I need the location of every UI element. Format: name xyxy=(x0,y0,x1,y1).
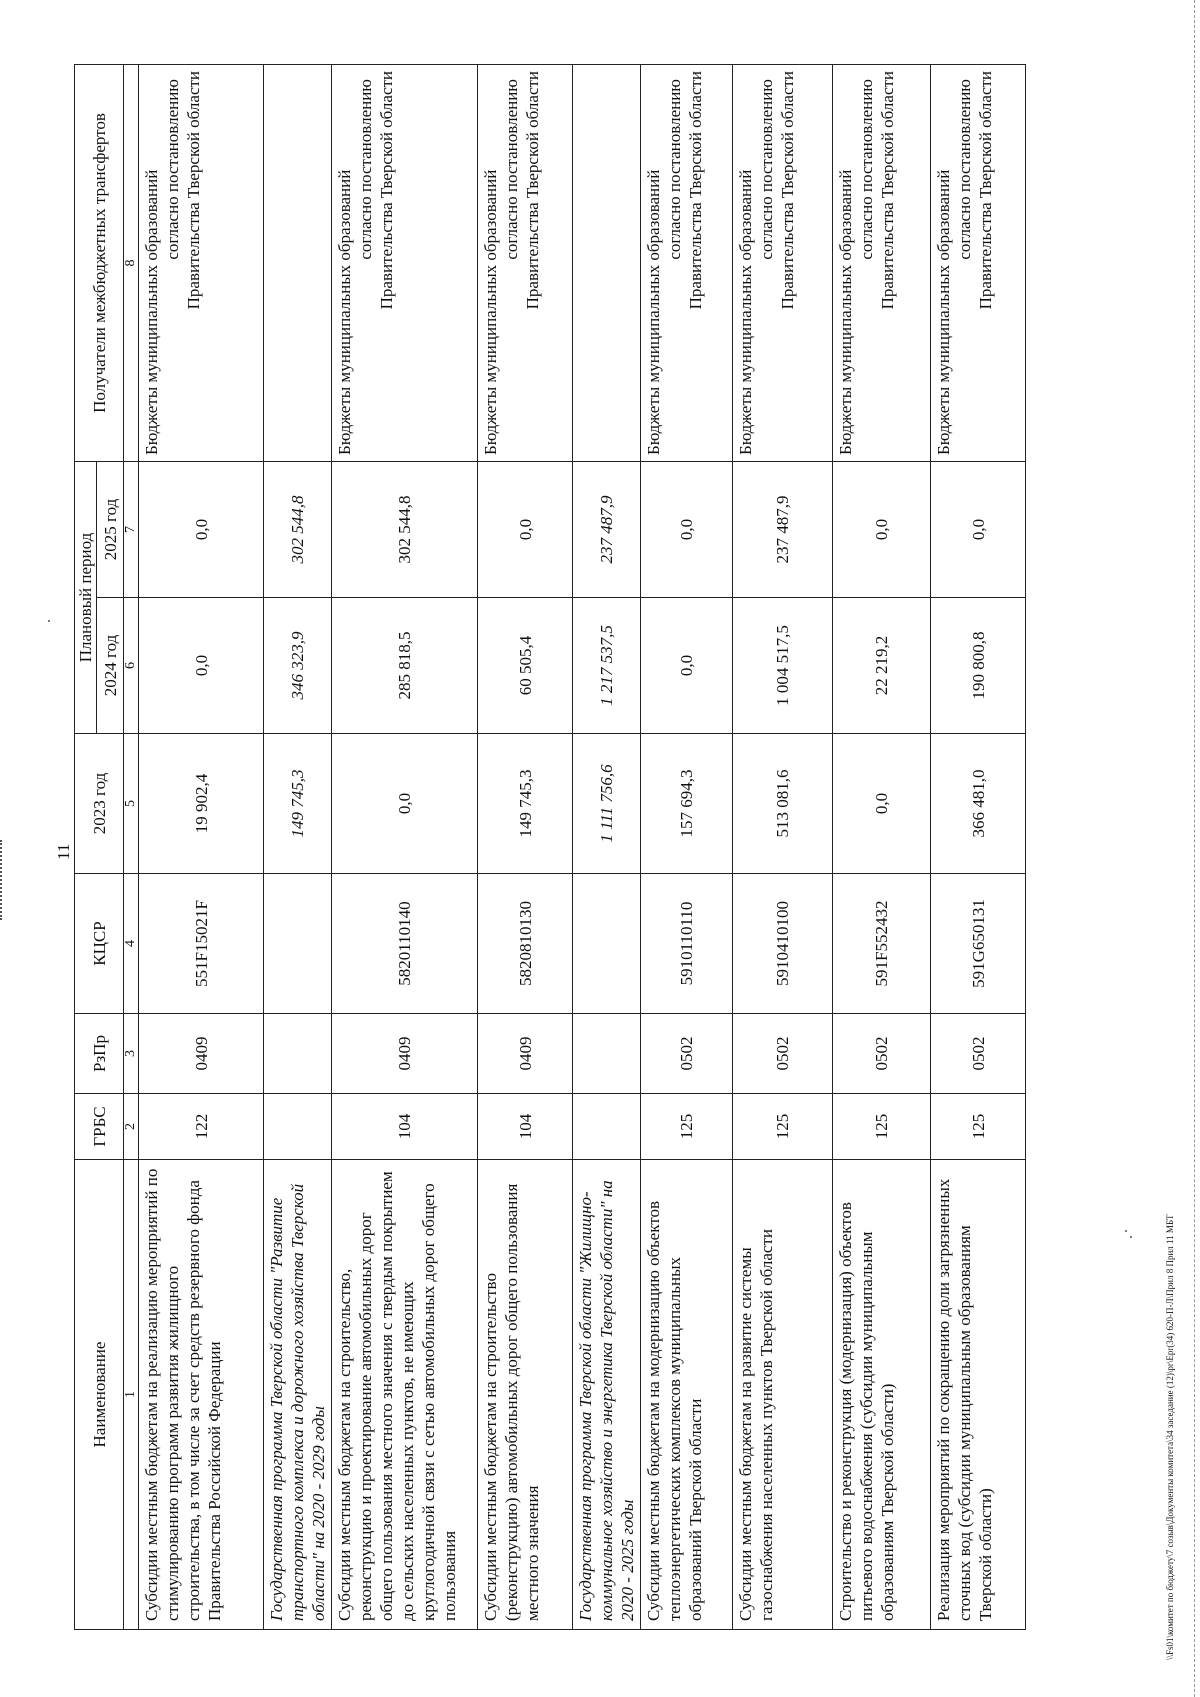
row-grbs: 125 xyxy=(641,1094,733,1160)
row-2024: 1 217 537,5 xyxy=(573,598,641,734)
row-grbs: 125 xyxy=(833,1094,931,1160)
row-name: Субсидии местным бюджетам на развитие системы газоснабжения населенных пунктов Тверской области xyxy=(733,1160,833,1630)
transfers-table xyxy=(74,64,1026,1630)
recipient-line: согласно постановлению xyxy=(665,78,684,260)
row-rzpr: 0502 xyxy=(833,1014,931,1094)
header-2024: 2024 год xyxy=(97,598,124,734)
recipient-line: согласно постановлению xyxy=(955,78,974,260)
row-kcsr: 591G650131 xyxy=(931,874,1026,1014)
row-name: Государственная программа Тверской области "Жилищно-коммунальное хозяйство и энергетика Тверской области" на 2020 - 2025 годы xyxy=(573,1160,641,1630)
row-2025: 0,0 xyxy=(833,461,931,597)
row-2024: 285 818,5 xyxy=(332,598,478,734)
row-recipient xyxy=(478,64,573,461)
recipient-line: Правительства Тверской области xyxy=(377,70,396,310)
row-kcsr: 5910410100 xyxy=(733,874,833,1014)
row-name: Реализация мероприятий по сокращению доли загрязненных сточных вод (субсидии муниципальным образованиям Тверской области) xyxy=(931,1160,1026,1630)
row-kcsr: 5820110140 xyxy=(332,874,478,1014)
row-grbs: 125 xyxy=(733,1094,833,1160)
row-grbs: 104 xyxy=(478,1094,573,1160)
row-2024: 0,0 xyxy=(641,598,733,734)
header-grbs: ГРБС xyxy=(75,1094,124,1160)
row-2024: 60 505,4 xyxy=(478,598,573,734)
table-row xyxy=(478,64,573,1629)
page-number: 11 xyxy=(54,843,73,860)
row-name: Строительство и реконструкция (модернизация) объектов питьевого водоснабжения (субсидии муниципальным образованиям Тверской области) xyxy=(833,1160,931,1630)
row-2024: 0,0 xyxy=(139,598,264,734)
row-rzpr: 0409 xyxy=(139,1014,264,1094)
row-2023: 0,0 xyxy=(332,734,478,874)
row-rzpr: 0409 xyxy=(478,1014,573,1094)
row-2025: 0,0 xyxy=(931,461,1026,597)
recipient-line: Правительства Тверской области xyxy=(523,70,542,310)
header-rzpr: РзПр xyxy=(75,1014,124,1094)
table-row xyxy=(833,64,931,1629)
table-row xyxy=(931,64,1026,1629)
row-recipient xyxy=(332,64,478,461)
scan-marks xyxy=(0,840,5,920)
table-row xyxy=(332,64,478,1629)
recipient-line: согласно постановлению xyxy=(857,78,876,260)
row-name: Субсидии местным бюджетам на строительство (реконструкцию) автомобильных дорог общего пользования местного значения xyxy=(478,1160,573,1630)
rotated-table-container xyxy=(74,65,1074,1630)
row-grbs: 125 xyxy=(931,1094,1026,1160)
table-row xyxy=(733,64,833,1629)
row-2025: 237 487,9 xyxy=(733,461,833,597)
row-2024: 190 800,8 xyxy=(931,598,1026,734)
header-2025: 2025 год xyxy=(97,461,124,597)
recipient-line: согласно постановлению xyxy=(502,78,521,260)
row-2025: 0,0 xyxy=(478,461,573,597)
header-kcsr: КЦСР xyxy=(75,874,124,1014)
recipient-line: Правительства Тверской области xyxy=(184,70,203,310)
row-name: Государственная программа Тверской области "Развитие транспортного комплекса и дорожного хозяйства Тверской области" на 2020 - 2029 годы xyxy=(264,1160,332,1630)
recipient-line: Бюджеты муниципальных образований xyxy=(836,169,855,455)
recipient-line: Правительства Тверской области xyxy=(686,70,705,310)
column-number: 8 xyxy=(124,64,139,461)
row-recipient xyxy=(641,64,733,461)
row-rzpr: 0502 xyxy=(733,1014,833,1094)
footer-file-path: \\Fs01\комитет по бюджету\7 созыв\Документы комитета\34 заседание (12)\pr\Ерr(34) 620-П-Л\Прил 8 Прил 11 МБТ xyxy=(1165,1214,1175,1660)
recipient-line: Правительства Тверской области xyxy=(976,70,995,310)
row-2025: 237 487,9 xyxy=(573,461,641,597)
header-recipients: Получатели межбюджетных трансфертов xyxy=(75,64,124,461)
header-row-1 xyxy=(75,64,97,1629)
column-number: 1 xyxy=(124,1160,139,1630)
row-recipient xyxy=(573,64,641,461)
recipient-line: Бюджеты муниципальных образований xyxy=(481,169,500,455)
column-number: 4 xyxy=(124,874,139,1014)
recipient-line: Бюджеты муниципальных образований xyxy=(934,169,953,455)
row-name: Субсидии местным бюджетам на реализацию мероприятий по стимулированию программ развития жилищного строительства, в том числе за счет средств резервного фонда Правительства Российской Федерации xyxy=(139,1160,264,1630)
recipient-line: Бюджеты муниципальных образований xyxy=(736,169,755,455)
scan-edge xyxy=(1194,0,1196,1697)
header-name: Наименование xyxy=(75,1160,124,1630)
row-rzpr xyxy=(264,1014,332,1094)
recipient-line: Правительства Тверской области xyxy=(778,70,797,310)
row-recipient xyxy=(733,64,833,461)
row-2023: 149 745,3 xyxy=(478,734,573,874)
table-row xyxy=(139,64,264,1629)
row-grbs xyxy=(264,1094,332,1160)
column-numbers-row xyxy=(124,64,139,1629)
row-rzpr xyxy=(573,1014,641,1094)
row-2025: 0,0 xyxy=(139,461,264,597)
row-kcsr: 5820810130 xyxy=(478,874,573,1014)
row-name: Субсидии местным бюджетам на строительство, реконструкцию и проектирование автомобильных дорог общего пользования местного значения с твердым покрытием до сельских населенных пунктов, не имеющих круглогодичной связи с сетью автомобильных дорог общего пользования xyxy=(332,1160,478,1630)
table-row xyxy=(264,64,332,1629)
recipient-line: Бюджеты муниципальных образований xyxy=(142,169,161,455)
table-row xyxy=(573,64,641,1629)
scan-speck xyxy=(48,620,50,622)
header-2023: 2023 год xyxy=(75,734,124,874)
row-2023: 149 745,3 xyxy=(264,734,332,874)
row-recipient xyxy=(833,64,931,461)
row-grbs: 104 xyxy=(332,1094,478,1160)
row-2023: 19 902,4 xyxy=(139,734,264,874)
table-row xyxy=(641,64,733,1629)
row-kcsr: 5910110110 xyxy=(641,874,733,1014)
recipient-line: согласно постановлению xyxy=(757,78,776,260)
header-planned-period: Плановый период xyxy=(75,461,97,733)
row-kcsr: 591F552432 xyxy=(833,874,931,1014)
column-number: 5 xyxy=(124,734,139,874)
row-rzpr: 0502 xyxy=(641,1014,733,1094)
row-grbs: 122 xyxy=(139,1094,264,1160)
row-2023: 0,0 xyxy=(833,734,931,874)
column-number: 6 xyxy=(124,598,139,734)
row-2023: 513 081,6 xyxy=(733,734,833,874)
scan-speck xyxy=(1130,1236,1132,1238)
row-2023: 1 111 756,6 xyxy=(573,734,641,874)
row-rzpr: 0409 xyxy=(332,1014,478,1094)
row-2023: 366 481,0 xyxy=(931,734,1026,874)
recipient-line: согласно постановлению xyxy=(163,78,182,260)
column-number: 3 xyxy=(124,1014,139,1094)
row-2024: 1 004 517,5 xyxy=(733,598,833,734)
row-recipient xyxy=(139,64,264,461)
row-2025: 302 544,8 xyxy=(332,461,478,597)
row-2025: 0,0 xyxy=(641,461,733,597)
row-grbs xyxy=(573,1094,641,1160)
row-name: Субсидии местным бюджетам на модернизацию объектов теплоэнергетических комплексов муниципальных образований Тверской области xyxy=(641,1160,733,1630)
row-kcsr xyxy=(573,874,641,1014)
column-number: 7 xyxy=(124,461,139,597)
row-2023: 157 694,3 xyxy=(641,734,733,874)
row-2024: 22 219,2 xyxy=(833,598,931,734)
row-recipient xyxy=(931,64,1026,461)
row-kcsr xyxy=(264,874,332,1014)
scan-speck xyxy=(1125,1230,1127,1232)
row-2025: 302 544,8 xyxy=(264,461,332,597)
recipient-line: Правительства Тверской области xyxy=(878,70,897,310)
column-number: 2 xyxy=(124,1094,139,1160)
row-rzpr: 0502 xyxy=(931,1014,1026,1094)
row-2024: 346 323,9 xyxy=(264,598,332,734)
row-kcsr: 551F15021F xyxy=(139,874,264,1014)
recipient-line: Бюджеты муниципальных образований xyxy=(335,169,354,455)
row-recipient xyxy=(264,64,332,461)
recipient-line: согласно постановлению xyxy=(356,78,375,260)
recipient-line: Бюджеты муниципальных образований xyxy=(644,169,663,455)
